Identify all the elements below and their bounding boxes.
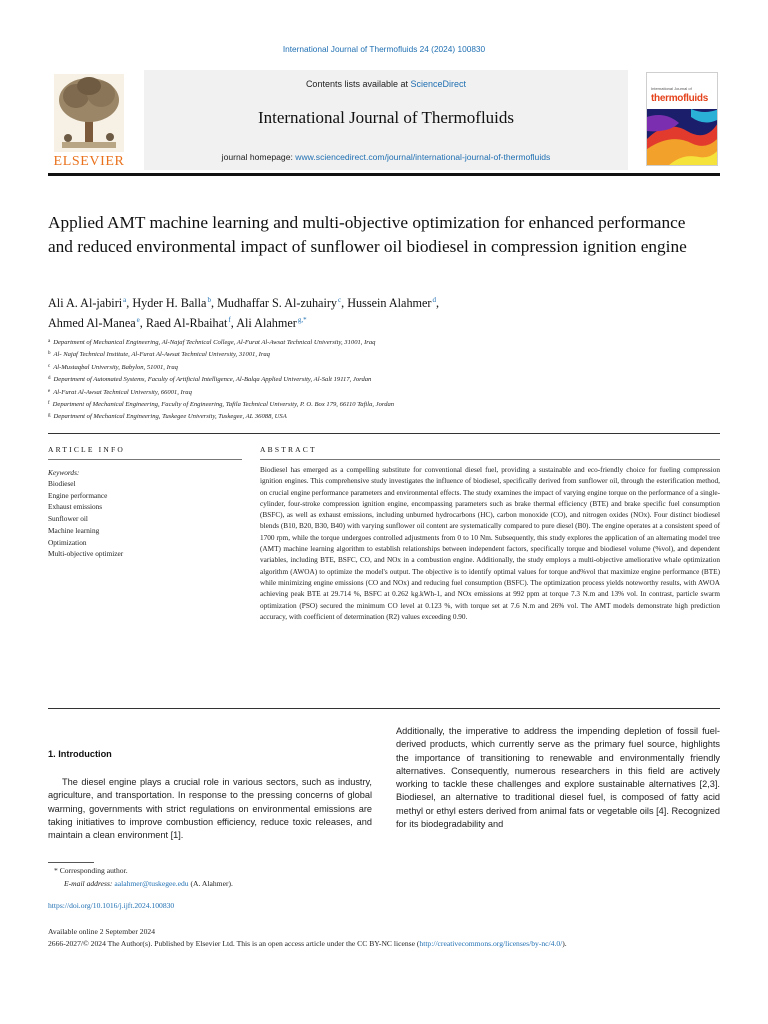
header-divider bbox=[48, 173, 720, 176]
affiliation-list bbox=[48, 336, 720, 423]
author-affiliation-mark[interactable]: d bbox=[432, 296, 436, 304]
cover-title: thermofluids bbox=[651, 93, 708, 104]
journal-cover-thumbnail[interactable] bbox=[646, 72, 718, 166]
author-list bbox=[48, 292, 720, 332]
elsevier-logo bbox=[48, 74, 130, 168]
author-line-2: Ahmed Al-Manea$^e$, Raed Al-Rbaihat$^f$, Ali Alahmer$^{g,*}$ bbox=[48, 316, 307, 330]
cover-artwork-icon bbox=[647, 109, 718, 166]
affiliation-item: $^g$ Department of Mechanical Engineering, Tuskegee University, Tuskegee, AL 36088, USA bbox=[48, 413, 287, 421]
journal-title: International Journal of Thermofluids bbox=[257, 108, 515, 127]
author-affiliation-mark[interactable]: a bbox=[123, 296, 127, 304]
article-title: Applied AMT machine learning and multi-objective optimization for enhanced performance and reduced environmental impact of sunflower oil biodiesel in compression ignition engine bbox=[48, 213, 687, 256]
journal-header-box bbox=[144, 70, 628, 170]
abstract-text: Biodiesel has emerged as a compelling substitute for conventional diesel fuel, providing a sustainable and eco-friendly choice for fueling compression ignition engines. This comprehensive study investigates the influence of biodiesel, specifically derived from sunflower oil, through the esterification method, on crucial engine performance parameters and environmental effects. The study examines the impact of varying engine torque on the performance of a single-cylinder, four-stroke compression ignition engine, encompassing parameters such as brake thermal efficiency (BTE) and brake specific fuel consumption (BSFC), as well as exhaust emissions, including unburned hydrocarbons (HC), carbon monoxide (CO), and nitrogen oxides (NOx). Four distinct biodiesel blends (B10, B20, B30, B40) with varying sunflower oil content are systematically compared to pure diesel (B0). The engine operates at a consistent speed of 1700 rpm, while the torque undergoes controlled adjustments from 0 to 10 Nm. Subsequently, this study explores the application of an alternating model tree (AMT) machine learning algorithm to establish relationships between independent factors, specifically torque and biodiesel volume (%vol), and dependent variables, including BTE, BSFC, CO, and NOx in a combustion engine. Additionally, the study employs a multi-objective ameliorative whale optimization algorithm (AWOA) to optimize the model's output. The objective is to identify optimal values for torque and%vol that maximize engine performance (BTE) while minimizing engine emissions (CO and NOx) and reducing fuel consumption (BSFC). The optimization process yields noteworthy results, with AWOA achieving peak BTE at 29.714 %, BSFC at 0.262 kg.kWh-1, and NOx emissions at 992 ppm at torque 7.3 N.m and 13% vol. In contrast, particle swarm optimization (PSO) secured the minimum CO level at 0.123 %, with torque set at 7.6 N.m and 26% vol. The AMT models demonstrate high prediction accuracy, with coefficient of determination (R2) values exceeding 0.90. bbox=[260, 466, 720, 621]
tree-logo-icon bbox=[54, 74, 124, 152]
available-online-date: Available online 2 September 2024 bbox=[48, 927, 155, 936]
abstract-bottom-divider bbox=[48, 708, 720, 709]
affiliation-item: $^c$ Al-Mustaqbal University, Babylon, 51001, Iraq bbox=[48, 363, 178, 371]
email-suffix: (A. Alahmer). bbox=[190, 879, 233, 888]
author-affiliation-mark[interactable]: f bbox=[228, 316, 231, 324]
affiliation-item: $^b$ Al- Najaf Technical Institute, Al-Furat Al-Awsat Technical University, 31001, Iraq bbox=[48, 351, 270, 359]
contents-prefix: Contents lists available at bbox=[305, 79, 408, 89]
section-heading-introduction: 1. Introduction bbox=[48, 749, 112, 759]
keyword-item: Biodiesel bbox=[48, 479, 76, 488]
keyword-item: Optimization bbox=[48, 537, 87, 547]
license-statement bbox=[48, 938, 728, 950]
author-name[interactable]: Ahmed Al-Manea bbox=[48, 316, 136, 330]
affiliation-item: $^e$ Al-Furat Al-Awsat Technical University, 66001, Iraq bbox=[48, 388, 192, 396]
sciencedirect-link[interactable]: ScienceDirect bbox=[410, 79, 467, 89]
abstract-heading: ABSTRACT bbox=[260, 445, 317, 454]
keyword-item: Multi-objective optimizer bbox=[48, 549, 124, 559]
article-info-heading: ARTICLE INFO bbox=[48, 445, 125, 454]
article-info-divider bbox=[48, 459, 242, 460]
keyword-item: Sunflower oil bbox=[48, 514, 88, 524]
author-affiliation-mark[interactable]: e bbox=[136, 316, 140, 324]
author-name[interactable]: Hussein Alahmer bbox=[347, 296, 432, 310]
keyword-item: Exhaust emissions bbox=[48, 502, 103, 512]
cover-subtitle: International Journal of bbox=[651, 86, 692, 91]
license-prefix: 2666-2027/© 2024 The Author(s). Published by Elsevier Ltd. This is an open access article under the CC BY-NC license ( bbox=[48, 939, 420, 948]
introduction-paragraph-left: The diesel engine plays a crucial role in various sectors, such as industry, agriculture, and transportation. In response to the pressing concerns of global warming, governments with strict regulations on environmental emissions are taking initiatives to improve combustion efficiency, reduce toxic releases, and maintain a clean environment [1]. bbox=[48, 777, 372, 841]
author-affiliation-mark[interactable]: c bbox=[338, 296, 342, 304]
affiliation-item: $^f$ Department of Mechanical Engineering, Faculty of Engineering, Tafila Technical University, P. O. Box 179, 66110 Tafila, Jordan bbox=[48, 401, 395, 409]
homepage-link[interactable]: www.sciencedirect.com/journal/international-journal-of-thermofluids bbox=[295, 152, 551, 162]
doi-link[interactable]: https://doi.org/10.1016/j.ijft.2024.100830 bbox=[48, 901, 175, 910]
contents-line bbox=[144, 79, 628, 89]
author-affiliation-mark[interactable]: g,* bbox=[297, 316, 307, 324]
journal-reference[interactable]: International Journal of Thermofluids 24 (2024) 100830 bbox=[282, 44, 486, 54]
license-link[interactable]: http://creativecommons.org/licenses/by-nc/4.0/ bbox=[419, 939, 563, 948]
journal-homepage bbox=[144, 152, 628, 162]
email-label: E-mail address: bbox=[64, 879, 113, 888]
keywords-label: Keywords: bbox=[48, 468, 80, 477]
elsevier-wordmark: ELSEVIER bbox=[53, 154, 125, 169]
affiliation-divider bbox=[48, 433, 720, 434]
author-affiliation-mark[interactable]: b bbox=[207, 296, 211, 304]
journal-header bbox=[48, 70, 720, 170]
corresponding-author-note: * Corresponding author. bbox=[54, 866, 128, 875]
author-name[interactable]: Ali Alahmer bbox=[236, 316, 297, 330]
author-name[interactable]: Hyder H. Balla bbox=[132, 296, 207, 310]
affiliation-item: $^a$ Department of Mechanical Engineering, Al-Najaf Technical College, Al-Furat Al-Awsat Technical University, 31001, Iraq bbox=[48, 339, 376, 346]
keyword-item: Machine learning bbox=[48, 525, 100, 535]
homepage-label: journal homepage: bbox=[221, 152, 293, 162]
email-line bbox=[64, 879, 233, 888]
author-name[interactable]: Mudhaffar S. Al-zuhairy bbox=[217, 296, 337, 310]
abstract-divider bbox=[260, 459, 720, 460]
keyword-list bbox=[48, 478, 123, 560]
license-suffix: ). bbox=[562, 939, 567, 948]
keyword-item: Engine performance bbox=[48, 490, 108, 500]
introduction-paragraph-right: Additionally, the imperative to address the impending depletion of fossil fuel-derived products, which currently serve as the primary fuel source, highlights the importance of transitioning to renewable and environmentally friendly alternatives. Consequently, numerous researchers in this field are actively working to tackle these challenges and explore sustainable alternatives [2,3]. Biodiesel, an alternative to traditional diesel fuel, is composed of fatty acid methyl or ethyl esters derived from animal fats or vegetable oils [4]. Recognized for its biodegradability and bbox=[396, 726, 720, 830]
footnote-divider bbox=[48, 862, 94, 863]
affiliation-item: $^d$ Department of Automated Systems, Faculty of Artificial Intelligence, Al-Balqa Applied University, Al-Salt 19117, Jordan bbox=[48, 376, 372, 384]
author-name[interactable]: Ali A. Al-jabiri bbox=[48, 296, 123, 310]
email-link[interactable]: aalahmer@tuskegee.edu bbox=[114, 879, 189, 888]
author-name[interactable]: Raed Al-Rbaihat bbox=[145, 316, 228, 330]
author-line-1: Ali A. Al-jabiri$^a$, Hyder H. Balla$^b$, Mudhaffar S. Al-zuhairy$^c$, Hussein Alahmer$^d$, bbox=[48, 296, 440, 310]
